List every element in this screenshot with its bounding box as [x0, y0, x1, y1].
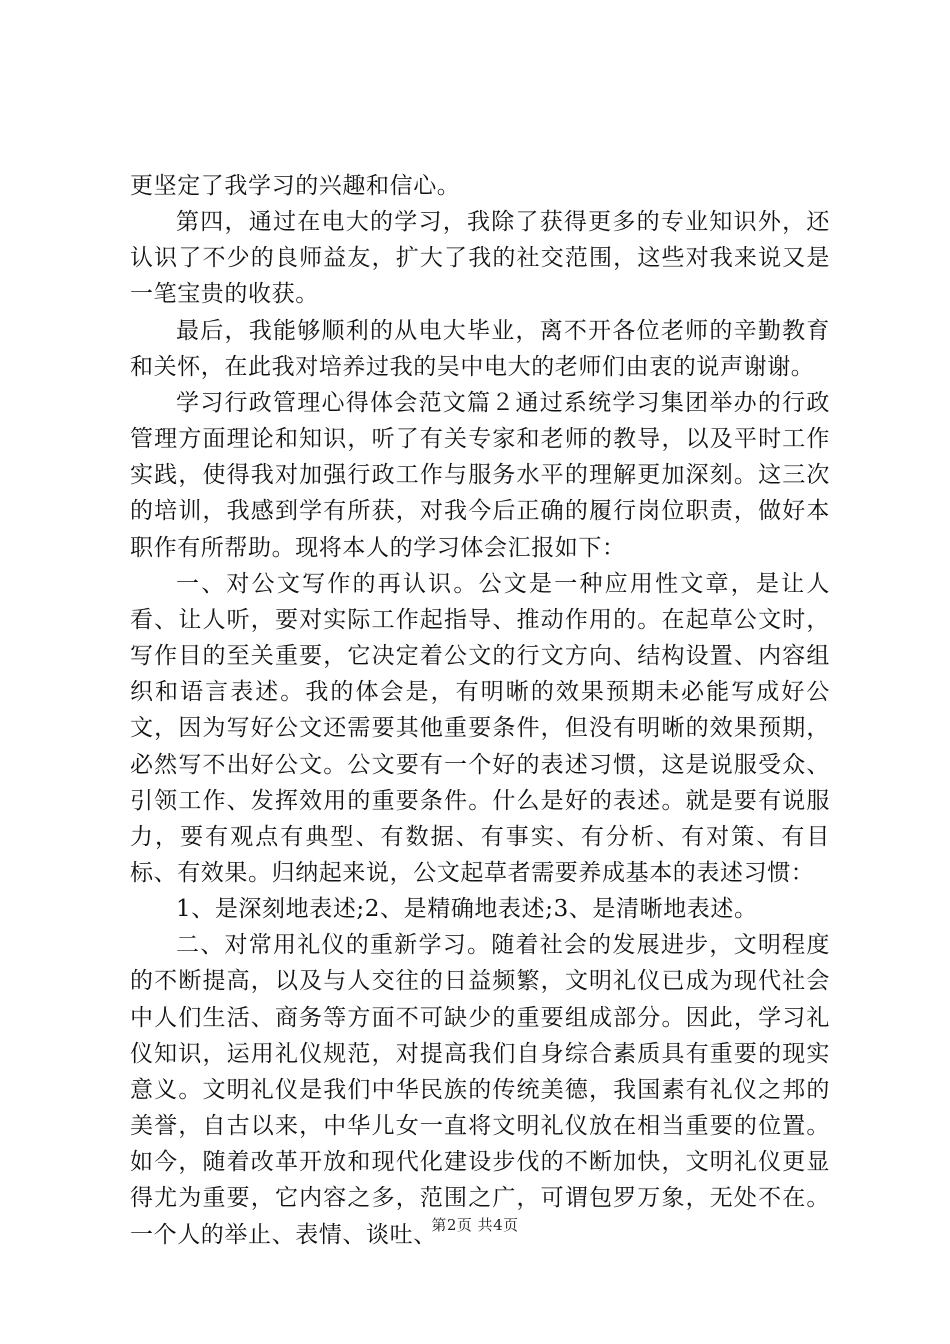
paragraph-continuation: 更坚定了我学习的兴趣和信心。 — [130, 173, 461, 199]
paragraph-official-writing: 一、对公文写作的再认识。公文是一种应用性文章，是让人看、让人听，要对实际工作起指导、推动作用的。在起草公文时，写作目的至关重要，它决定着公文的行文方向、结构设置、内容组织和语言表述。我的体会是，有明晰的效果预期未必能写成好公文，因为写好公文还需要其他重要条件，但没有明晰的效果预期，必然写不出好公文。公文要有一个好的表述习惯，这是说服受众、引领工作、发挥效用的重要条件。什么是好的表述。就是要有说服力，要有观点有典型、有数据、有事实、有分析、有对策、有目标、有效果。归纳起来说，公文起草者需要养成基本的表述习惯： — [130, 570, 830, 886]
paragraph-expression-list: 1、是深刻地表述;2、是精确地表述;3、是清晰地表述。 — [176, 896, 758, 923]
paragraph-etiquette: 二、对常用礼仪的重新学习。随着社会的发展进步，文明程度的不断提高，以及与人交往的日益频繁，文明礼仪已成为现代社会中人们生活、商务等方面不可缺少的重要组成部分。因此，学习礼仪知识，运用礼仪规范，对提高我们自身综合素质具有重要的现实意义。文明礼仪是我们中华民族的传统美德，我国素有礼仪之邦的美誉，自古以来，中华儿女一直将文明礼仪放在相当重要的位置。如今，随着改革开放和现代化建设步伐的不断加快，文明礼仪更显得尤为重要，它内容之多，范围之广，可谓包罗万象，无处不在。一个人的举止、表情、谈吐、 — [130, 932, 830, 1248]
document-body — [130, 168, 830, 1253]
paragraph-fourth-point: 第四，通过在电大的学习，我除了获得更多的专业知识外，还认识了不少的良师益友，扩大了我的社交范围，这些对我来说又是一笔宝贵的收获。 — [130, 209, 830, 308]
page-number-footer: 第2页 共4页 — [431, 1216, 519, 1234]
paragraph-closing-thanks: 最后，我能够顺利的从电大毕业，离不开各位老师的辛勤教育和关怀，在此我对培养过我的吴中电大的老师们由衷的说声谢谢。 — [130, 317, 830, 380]
paragraph-essay-intro: 学习行政管理心得体会范文篇２通过系统学习集团举办的行政管理方面理论和知识，听了有关专家和老师的教导，以及平时工作实践，使得我对加强行政工作与服务水平的理解更加深刻。这三次的培训，我感到学有所获，对我今后正确的履行岗位职责，做好本职作有所帮助。现将本人的学习体会汇报如下： — [130, 389, 830, 561]
